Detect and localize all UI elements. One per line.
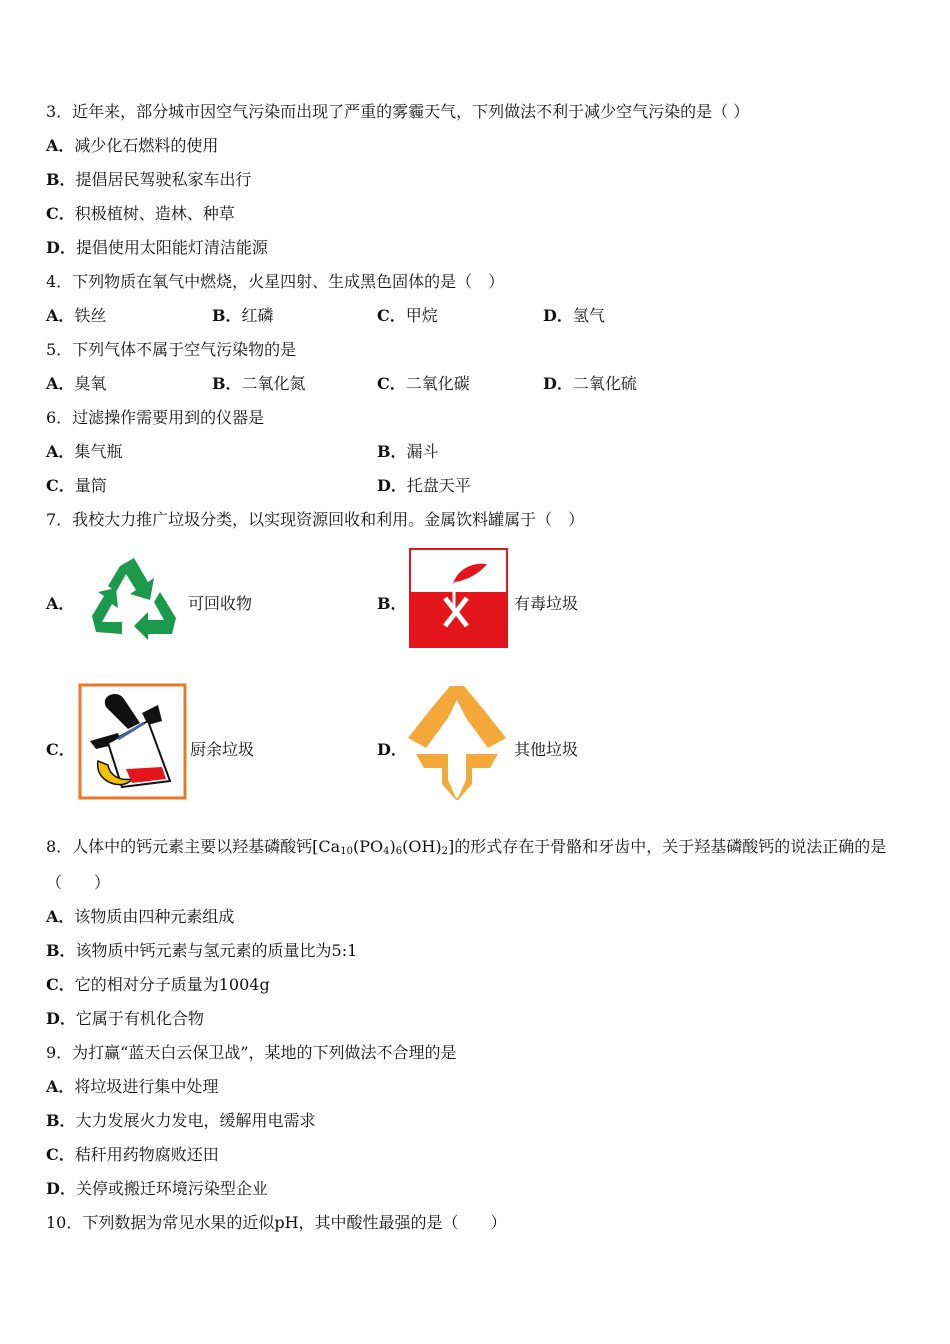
option-text: 二氧化氮: [241, 374, 306, 393]
question-8-blank: （ ）: [46, 873, 111, 892]
option-text: 集气瓶: [74, 442, 123, 461]
option-letter: B．: [46, 1111, 76, 1130]
option-letter: A．: [46, 907, 75, 926]
option-text: 减少化石燃料的使用: [74, 136, 219, 155]
question-7-option-a-text: 可回收物: [188, 594, 253, 613]
question-3-option-d: [46, 238, 268, 258]
question-9-option-a: [46, 1077, 218, 1097]
option-letter: D．: [377, 476, 407, 495]
option-letter: C．: [377, 306, 406, 325]
question-4-option-c: [377, 306, 438, 326]
question-7-option-d-letter: D．: [377, 740, 407, 759]
question-9-option-b: [46, 1111, 316, 1131]
question-8-option-c: [46, 975, 270, 995]
question-6-option-c: [46, 476, 107, 496]
question-6-stem: 6．过滤操作需要用到的仪器是: [46, 408, 265, 427]
stem-part: (OH): [402, 837, 442, 856]
option-letter: C．: [377, 374, 406, 393]
question-6-option-a: [46, 442, 122, 462]
subscript: 10: [340, 846, 353, 857]
option-text: 提倡居民驾驶私家车出行: [75, 170, 252, 189]
option-letter: A．: [46, 1077, 75, 1096]
option-letter: C．: [46, 975, 75, 994]
option-letter: C．: [46, 476, 75, 495]
question-4-stem: 4．下列物质在氧气中燃烧，火星四射、生成黑色固体的是（ ）: [46, 272, 505, 291]
option-letter: D．: [46, 1009, 76, 1028]
option-letter: B．: [377, 442, 407, 461]
question-5-option-d: [543, 374, 637, 394]
option-letter: C．: [46, 1145, 75, 1164]
question-5-option-c: [377, 374, 470, 394]
question-9-stem: 9．为打赢“蓝天白云保卫战”，某地的下列做法不合理的是: [46, 1043, 457, 1062]
stem-part: (PO: [352, 837, 384, 856]
question-6-option-b: [377, 442, 439, 462]
option-text: 提倡使用太阳能灯清洁能源: [75, 238, 268, 257]
option-text: 大力发展火力发电，缓解用电需求: [75, 1111, 316, 1130]
question-3-option-b: [46, 170, 252, 190]
subscript: 2: [441, 846, 449, 857]
question-7-option-c-letter: C．: [46, 740, 75, 759]
other-waste-icon: [406, 684, 508, 800]
option-text: 该物质中钙元素与氢元素的质量比为5:1: [75, 941, 358, 960]
stem-part: ]的形式存在于骨骼和牙齿中，关于羟基磷酸钙的说法正确的是: [448, 837, 887, 856]
option-text: 积极植树、造林、种草: [74, 204, 235, 223]
question-3-stem: 3．近年来，部分城市因空气污染而出现了严重的雾霾天气，下列做法不利于减少空气污染的是（ ）: [46, 102, 750, 121]
option-text: 甲烷: [405, 306, 438, 325]
question-7-option-b-letter: B．: [377, 594, 407, 613]
question-8-option-d: [46, 1009, 204, 1029]
option-text: 量筒: [74, 476, 107, 495]
question-8-option-b: [46, 941, 357, 961]
option-letter: B．: [212, 374, 242, 393]
option-text: 该物质由四种元素组成: [74, 907, 235, 926]
question-8-stem: [46, 837, 886, 862]
stem-part: 8．人体中的钙元素主要以羟基磷酸钙[Ca: [46, 837, 341, 856]
question-4-option-a: [46, 306, 106, 326]
option-text: 它的相对分子质量为1004g: [74, 975, 270, 994]
question-7-option-a-letter: A．: [46, 594, 75, 613]
question-5-option-b: [212, 374, 306, 394]
question-4-option-d: [543, 306, 605, 326]
question-5-option-a: [46, 374, 106, 394]
stem-part: ): [389, 837, 396, 856]
option-letter: D．: [46, 238, 76, 257]
option-text: 臭氧: [74, 374, 107, 393]
question-10-stem: 10．下列数据为常见水果的近似pH，其中酸性最强的是（ ）: [46, 1213, 507, 1232]
question-4-option-b: [212, 306, 274, 326]
option-letter: B．: [46, 170, 76, 189]
option-text: 氢气: [572, 306, 605, 325]
option-letter: A．: [46, 374, 75, 393]
option-text: 二氧化硫: [572, 374, 637, 393]
option-text: 它属于有机化合物: [75, 1009, 204, 1028]
option-letter: D．: [543, 306, 573, 325]
question-6-option-d: [377, 476, 471, 496]
option-letter: D．: [543, 374, 573, 393]
question-3-option-a: [46, 136, 218, 156]
option-letter: A．: [46, 306, 75, 325]
option-letter: D．: [46, 1179, 76, 1198]
subscript: 6: [395, 846, 403, 857]
option-letter: B．: [212, 306, 242, 325]
option-text: 将垃圾进行集中处理: [74, 1077, 219, 1096]
question-7-stem: 7．我校大力推广垃圾分类，以实现资源回收和利用。金属饮料罐属于（ ）: [46, 510, 585, 529]
question-5-stem: 5．下列气体不属于空气污染物的是: [46, 340, 297, 359]
question-9-option-d: [46, 1179, 268, 1199]
question-7-option-b-text: 有毒垃圾: [514, 594, 579, 613]
option-letter: C．: [46, 204, 75, 223]
question-7-option-c-text: 厨余垃圾: [190, 740, 255, 759]
option-text: 秸秆用药物腐败还田: [74, 1145, 219, 1164]
subscript: 4: [383, 846, 390, 857]
question-9-option-c: [46, 1145, 219, 1165]
option-text: 关停或搬迁环境污染型企业: [75, 1179, 268, 1198]
question-3-option-c: [46, 204, 235, 224]
option-text: 红磷: [241, 306, 274, 325]
option-letter: A．: [46, 136, 75, 155]
question-7-option-d-text: 其他垃圾: [514, 740, 579, 759]
question-8-option-a: [46, 907, 234, 927]
recycle-icon: [78, 556, 186, 652]
option-letter: B．: [46, 941, 76, 960]
option-letter: A．: [46, 442, 75, 461]
toxic-waste-icon: [409, 548, 508, 648]
option-text: 漏斗: [406, 442, 439, 461]
option-text: 铁丝: [74, 306, 107, 325]
kitchen-waste-icon: [78, 683, 187, 800]
option-text: 二氧化碳: [405, 374, 470, 393]
option-text: 托盘天平: [406, 476, 471, 495]
